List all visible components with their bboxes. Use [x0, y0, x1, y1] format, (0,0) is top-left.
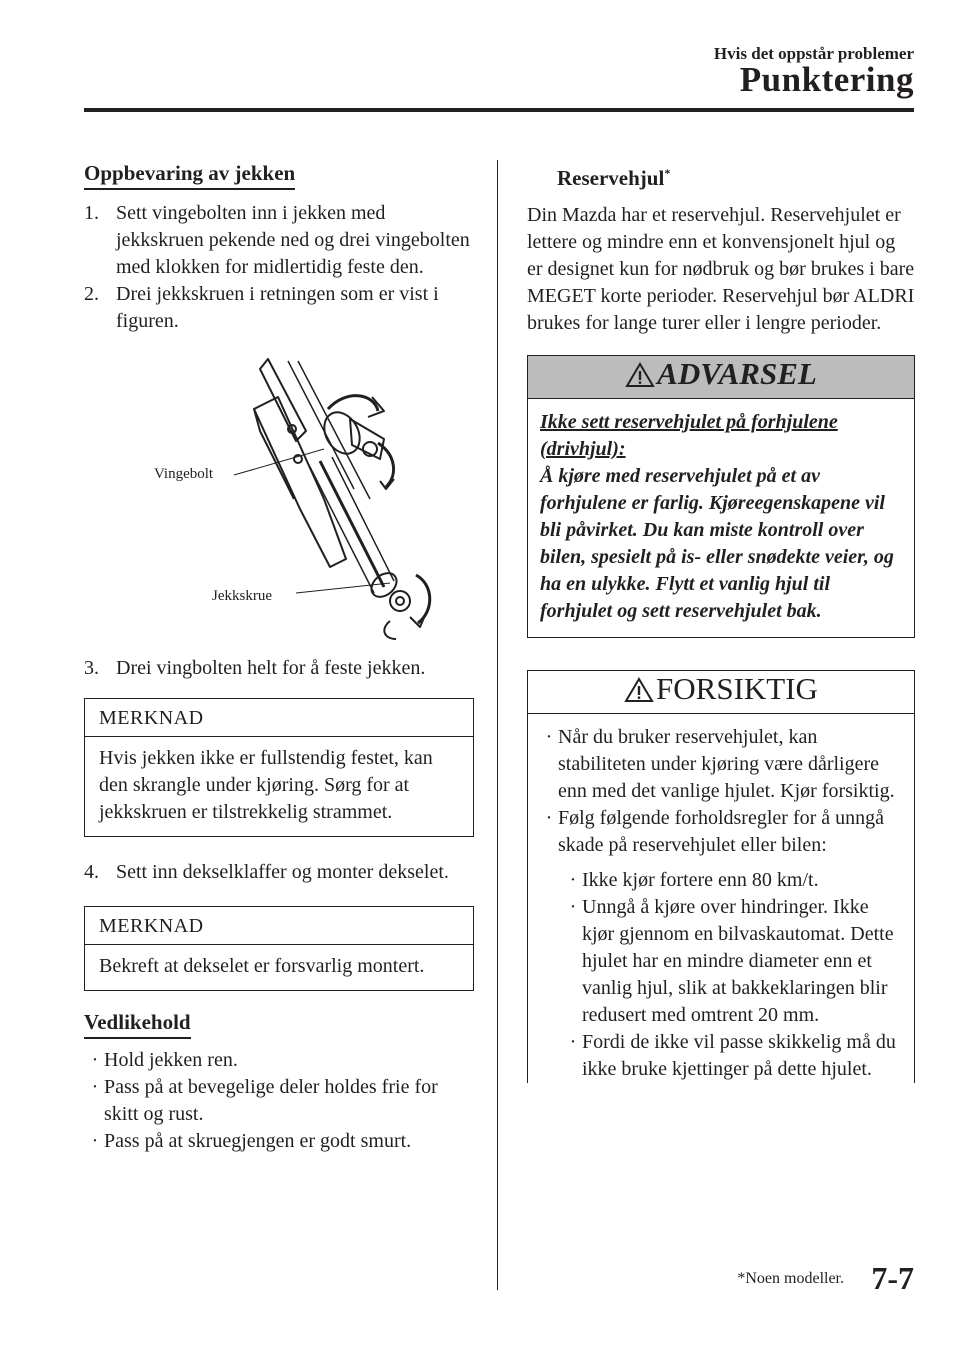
page-title: Punktering — [739, 60, 914, 99]
warning-lead: Ikke sett reservehjulet på forhjulene (drivhjul): — [540, 411, 838, 460]
step-number: 1. — [84, 202, 99, 224]
warning-triangle-icon — [625, 362, 655, 388]
list-item: · Ikke kjør fortere enn 80 km/t. — [569, 869, 819, 891]
caution-sublist — [540, 867, 902, 1083]
jack-storage-heading: Oppbevaring av jekken — [84, 160, 295, 190]
note-box — [84, 698, 474, 837]
section-title: Hvis det oppstår problemer — [713, 44, 914, 63]
list-item: · Hold jekken ren. — [91, 1049, 238, 1071]
page-number: 7-7 — [871, 1260, 914, 1296]
maintenance-list — [84, 1047, 474, 1155]
warning-header — [528, 356, 914, 399]
wing-bolt — [328, 396, 378, 411]
column-divider — [497, 160, 498, 1290]
spare-wheel-heading: Reservehjul* — [557, 166, 671, 190]
header-rule — [84, 108, 914, 112]
step-text: Drei jekkskruen i retningen som er vist i figuren. — [116, 283, 439, 332]
caution-text — [528, 714, 914, 1083]
jack-screw — [320, 461, 384, 587]
step-number: 3. — [84, 657, 99, 679]
step-text: Sett vingebolten inn i jekken med jekkskruen pekende ned og drei vingebolten med klokken for midlertidig feste den. — [116, 202, 470, 278]
list-item: · Følg følgende forholdsregler for å unngå skade på reservehjulet eller bilen: — [545, 807, 885, 856]
caution-box — [527, 670, 915, 1083]
caution-title: FORSIKTIG — [656, 671, 818, 706]
caution-header — [528, 671, 914, 714]
step-2 — [84, 281, 474, 335]
jack-figure — [84, 349, 474, 649]
left-column — [84, 160, 474, 1155]
step-1 — [84, 200, 474, 281]
list-item: · Unngå å kjøre over hindringer. Ikke kjør gjennom en bilvaskautomat. Dette hjulet har en mindre diameter enn et vanlig hjul, slik at bakkeklaringen blir redusert med omtrent 20 mm. — [569, 896, 894, 1026]
list-item: · Pass på at bevegelige deler holdes frie for skitt og rust. — [91, 1076, 438, 1125]
step-3 — [84, 655, 474, 682]
list-item: · Når du bruker reservehjulet, kan stabiliteten under kjøring være dårligere enn med det vanlige hjulet. Kjør forsiktig. — [545, 726, 895, 802]
footnote: *Noen modeller. — [737, 1270, 844, 1287]
step-number: 4. — [84, 861, 99, 883]
warning-box — [527, 355, 915, 638]
caution-triangle-icon — [624, 677, 654, 703]
step-number: 2. — [84, 283, 99, 305]
jack-screw-label: Jekkskrue — [212, 588, 272, 604]
wing-bolt-label: Vingebolt — [154, 466, 214, 482]
right-column — [527, 160, 915, 1083]
jack-arm-upper — [260, 359, 306, 441]
jack-screw-leader — [296, 583, 390, 593]
note-title: MERKNAD — [85, 907, 473, 945]
note-text: Bekreft at dekselet er forsvarlig montert. — [99, 955, 425, 977]
warning-text — [528, 399, 914, 637]
warning-title: ADVARSEL — [657, 356, 817, 391]
list-item: · Fordi de ikke vil passe skikkelig må du ikke bruke kjettinger på dette hjulet. — [569, 1031, 896, 1080]
list-item: · Pass på at skruegjengen er godt smurt. — [91, 1130, 412, 1152]
footnote-mark: * — [664, 166, 671, 180]
step-text: Drei vingbolten helt for å feste jekken. — [116, 657, 426, 679]
steps-list — [84, 200, 474, 335]
warning-detail: Å kjøre med reservehjulet på et av forhjulene er farlig. Kjøreegenskapene vil bli påvirket. Du kan miste kontroll over bilen, spesielt på is- eller snødekte veier, og ha en ulykke. Flytt et vanlig hjul til forhjulet og sett reservehjulet bak. — [540, 465, 894, 622]
maintenance-heading: Vedlikehold — [84, 1009, 191, 1039]
spare-wheel-intro: Din Mazda har et reservehjul. Reservehjulet er lettere og mindre enn et konvensjonelt hjul og er designet kun for nødbruk og bør brukes i bare MEGET korte perioder. Reservehjul bør ALDRI brukes for lange turer eller i lengre perioder. — [527, 204, 915, 334]
step-text: Sett inn dekselklaffer og monter dekselet. — [116, 861, 449, 883]
note-title: MERKNAD — [85, 699, 473, 737]
step-4 — [84, 859, 474, 886]
jack-illustration — [84, 349, 474, 649]
note-box — [84, 906, 474, 991]
note-text: Hvis jekken ikke er fullstendig festet, kan den skrangle under kjøring. Sørg for at jekkskruen er tilstrekkelig strammet. — [99, 747, 433, 823]
